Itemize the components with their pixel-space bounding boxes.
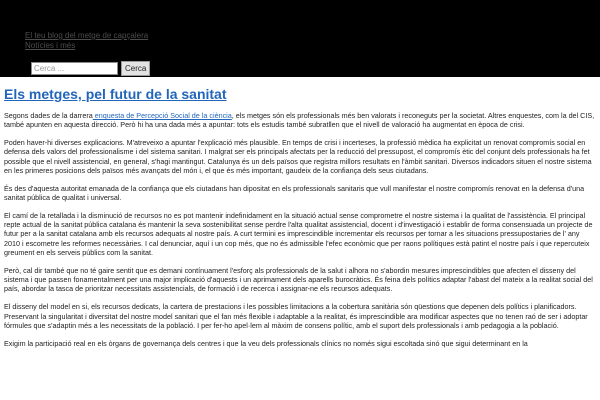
tagline-line-2[interactable]: Notícies i més — [25, 41, 76, 50]
paragraph-text: , els metges són els professionals més ben valorats i reconeguts per la societat. Altres enquestes, com la del CIS, també apunten en aquesta direcció. Però hi ha una dada més a apuntar: tots els estudis també subratllen que el nivell de valoració ha augmentat en època de crisi. — [4, 111, 595, 130]
site-header — [0, 0, 600, 77]
paragraph-text: Segons dades de la darrera — [4, 111, 93, 120]
search-form — [31, 61, 150, 76]
article-paragraph: Exigim la participació real en els òrgans de governança dels centres i que la veu dels professionals clínics no només sigui escoltada sinó que sigui determinant en la — [4, 338, 528, 348]
article-paragraph: Poden haver-hi diverses explicacions. M'atreveixo a apuntar l'explicació més plausible. En temps de crisi i incerteses, la professió mèdica ha explicitat un renovat compromís social en defensa dels valors del professionalisme i del sistema sanitari. I malgrat ser els principals afectats per la reducció del pressupost, el compromís ètic del conjunt dels professionals ha fet possible que el nivell assistencial, en general, s'hagi mantingut. Catalunya és un dels països que registra millors resultats en l'àmbit sanitari. Diversos indicadors situen el nostre sistema en les primeres posicions dels països més avançats del món i, el que és més important, gaudeix de la confiança dels seus ciutadans. — [4, 138, 592, 175]
article-body — [4, 111, 596, 356]
article-paragraph: El disseny del model en si, els recursos dedicats, la cartera de prestacions i les possibles limitacions a la cobertura sanitària són qüestions que depenen dels polítics i planificadors. Preservant la singularitat i diversitat del nostre model sanitari que el fan més flexible i adaptable a la realitat, és imprescindible ara modificar aspectes que no tenen raó de ser i adoptar fórmules que s'adaptin més a les necessitats de la població. I per fer-ho apel·lem al màxim de consens polític, amb el suport dels professionals i amb pedagogia a la població. — [4, 302, 588, 330]
search-input[interactable] — [31, 62, 118, 75]
site-tagline[interactable] — [25, 31, 205, 51]
survey-link[interactable]: enquesta de Percepció Social de la ciència — [92, 111, 232, 120]
article-paragraph: Però, cal dir també que no té gaire sentit que es demani contínuament l'esforç als professionals de la salut i alhora no s'abordin mesures imprescindibles que afecten el disseny del sistema i que passen fonamentalment per una major implicació d'aquests i un aprimament dels aparells burocràtics. És feina dels polítics adaptar l'abast del mateix a la realitat social del país, abordar la tasca de prioritzar necessitats assistencials, de formació i de recerca i assignar-ne els recursos adequats. — [4, 265, 593, 294]
search-button[interactable]: Cerca — [121, 61, 150, 76]
tagline-line-1[interactable]: El teu blog del metge de capçalera — [25, 31, 149, 40]
article-paragraph: El camí de la retallada i la disminució de recursos no es pot mantenir indefinidament en la situació actual sense comprometre el nostre sistema i la qualitat de l'assistència. El principal repte actual de la sanitat pública catalana és mantenir la seva sostenibilitat sense perdre l'alta qualitat assistencial, docent i d'investigació i establir de forma consensuada un projecte de futur per a la sanitat catalana amb els recursos adequats al nostre país. A curt termini es imprescindible incrementar els recursos per tornar a les situacions pressupostaries de l' any 2010 i escometre les reformes necessàries. I cal denunciar, aquí i un cop més, que no és admissible l'efec econòmic que per raons polítiques està patint el nostre país i que repercuteix greument en els serveis públics com la sanitat. — [4, 210, 593, 258]
article-paragraph — [4, 111, 596, 130]
article-paragraph: És des d'aquesta autoritat emanada de la confiança que els ciutadans han dipositat en els professionals sanitaris que vull manifestar el nostre compromís renovat en la defensa d'una sanitat pública de qualitat i universal. — [4, 183, 585, 203]
article-title[interactable]: Els metges, pel futur de la sanitat — [4, 86, 227, 102]
